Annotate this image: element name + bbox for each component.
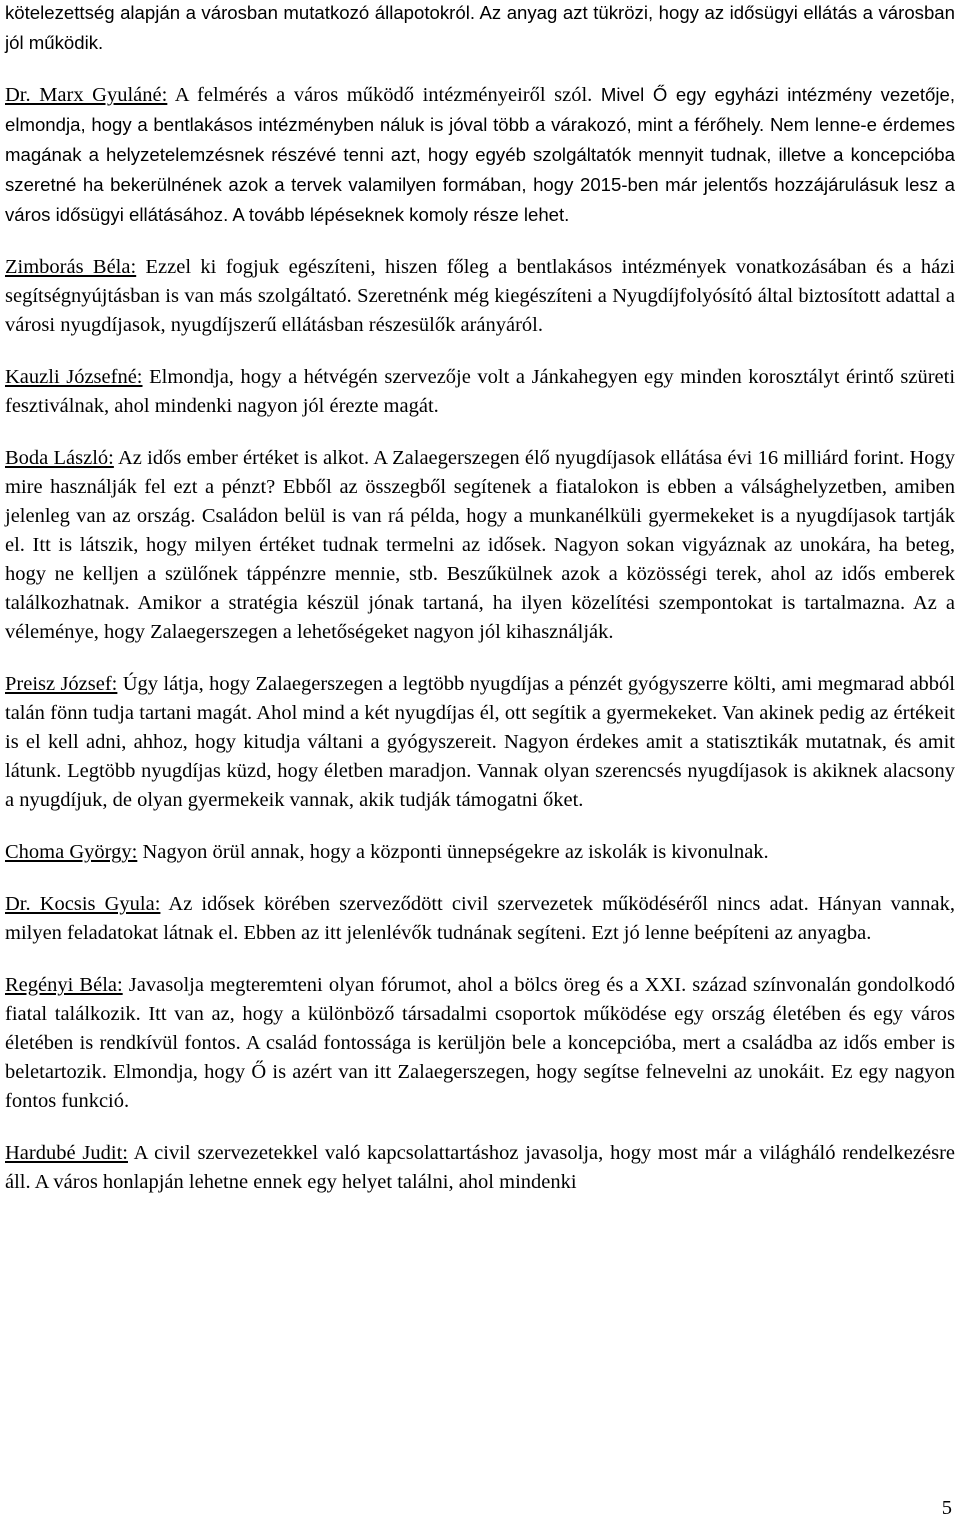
speaker-name: Zimborás Béla: bbox=[5, 256, 137, 278]
speaker-name: Dr. Marx Gyuláné: bbox=[5, 84, 168, 106]
paragraph-text: Mivel Ő egy egyházi intézmény vezetője, elmondja, hogy a bentlakásos intézményben náluk is jóval több a várakozó, mint a férőhely. Nem lenne-e érdemes magának a helyzetelemzésnek részévé tenni azt, hogy egyéb szolgáltatók mennyit tudnak, illetve a koncepcióba szeretné ha bekerülnének azok a tervek valamilyen formában, hogy 2015-ben már jelentős hozzájárulásuk lesz a város idősügyi ellátásához. A tovább lépéseknek komoly része lehet. bbox=[5, 84, 956, 225]
speaker-name: Dr. Kocsis Gyula: bbox=[5, 893, 161, 915]
paragraph bbox=[5, 444, 955, 647]
paragraph-text: Elmondja, hogy a hétvégén szervezője volt a Jánkahegyen egy minden korosztályt érintő szüreti fesztiválnak, ahol mindenki nagyon jól érezte magát. bbox=[5, 366, 956, 417]
document-page bbox=[5, 0, 955, 1220]
speaker-name: Hardubé Judit: bbox=[5, 1142, 128, 1164]
paragraph bbox=[5, 0, 955, 58]
paragraph bbox=[5, 971, 955, 1116]
speaker-name: Preisz József: bbox=[5, 673, 118, 695]
paragraph bbox=[5, 363, 955, 421]
paragraph bbox=[5, 838, 955, 867]
paragraph-text: Ezzel ki fogjuk egészíteni, hiszen főleg a bentlakásos intézmények vonatkozásában és a házi segítségnyújtásban is van más szolgáltató. Szeretnénk még kiegészíteni a Nyugdíjfolyósító által biztosított adattal a városi nyugdíjasok, nyugdíjszerű ellátásban részesülők arányáról. bbox=[5, 256, 955, 336]
paragraph bbox=[5, 1139, 955, 1197]
paragraph-text: kötelezettség alapján a városban mutatkozó állapotokról. Az anyag azt tükrözi, hogy az idősügyi ellátás a városban jól működik. bbox=[5, 2, 955, 53]
paragraph bbox=[5, 670, 955, 815]
paragraph-text: A felmérés a város működő intézményeiről szól. bbox=[167, 84, 601, 106]
paragraph bbox=[5, 80, 955, 230]
paragraph-text: Az idős ember értéket is alkot. A Zalaegerszegen élő nyugdíjasok ellátása évi 16 milliárd forint. Hogy mire használják fel ezt a pénzt? Ebből az összegből segítenek a fiatalokon is ebben a válsághelyzetben, amiben jelenleg van az ország. Családon belül is van rá példa, hogy a munkanélküli gyermekeket is a nyugdíjasok tartják el. Itt is látszik, hogy milyen értéket tudnak termelni az idősek. Nagyon sokan vigyáznak az unokára, ha beteg, hogy ne kelljen a szülőnek táppénzre mennie, stb. Beszűkülnek azok a közösségi terek, ahol az idős emberek találkozhatnak. Amikor a stratégia készül jónak tartaná, ha ilyen közelítési szempontokat is tartalmazna. Az a véleménye, hogy Zalaegerszegen a lehetőségeket nagyon jól kihasználják. bbox=[5, 447, 955, 643]
paragraph-text: Az idősek körében szerveződött civil szervezetek működéséről nincs adat. Hányan vannak, milyen feladatokat látnak el. Ebben az itt jelenlévők tudnának segíteni. Ezt jó lenne beépíteni az anyagba. bbox=[5, 893, 955, 944]
paragraph-text: A civil szervezetekkel való kapcsolattartáshoz javasolja, hogy most már a világháló rendelkezésre áll. A város honlapján lehetne ennek egy helyet találni, ahol mindenki bbox=[5, 1142, 955, 1193]
speaker-name: Boda László: bbox=[5, 447, 114, 469]
speaker-name: Choma György: bbox=[5, 841, 138, 863]
paragraph-text: Úgy látja, hogy Zalaegerszegen a legtöbb nyugdíjas a pénzét gyógyszerre költi, ami megmarad abból talán fönn tudja tartani magát. Ahol mind a két nyugdíjas él, ott segítik a gyermekeket. Van akinek pedig az értékeit is el kell adni, ahhoz, hogy kitudja váltani a gyógyszereit. Nagyon érdekes amit a statisztikák mutatnak, és amit látunk. Legtöbb nyugdíjas küzd, hogy életben maradjon. Vannak olyan szerencsés nyugdíjasok is akiknek alacsony a nyugdíjuk, de olyan gyermekeik vannak, akik tudják támogatni őket. bbox=[5, 673, 955, 811]
paragraph bbox=[5, 890, 955, 948]
paragraph-text: Nagyon örül annak, hogy a központi ünnepségekre az iskolák is kivonulnak. bbox=[137, 841, 769, 863]
paragraph-text: Javasolja megteremteni olyan fórumot, ahol a bölcs öreg és a XXI. század színvonalán gondolkodó fiatal találkozik. Itt van az, hogy a különböző társadalmi csoportok működése egy ország életében és egy város életében is rendkívül fontos. A család fontossága is kerüljön bele a koncepcióba, mert a családba az idős ember is beletartozik. Elmondja, hogy Ő is azért van itt Zalaegerszegen, hogy segítse felnevelni az unokáit. Ez egy nagyon fontos funkció. bbox=[5, 974, 955, 1112]
page-number: 5 bbox=[941, 1497, 952, 1519]
speaker-name: Regényi Béla: bbox=[5, 974, 123, 996]
paragraph bbox=[5, 253, 955, 340]
speaker-name: Kauzli Józsefné: bbox=[5, 366, 143, 388]
